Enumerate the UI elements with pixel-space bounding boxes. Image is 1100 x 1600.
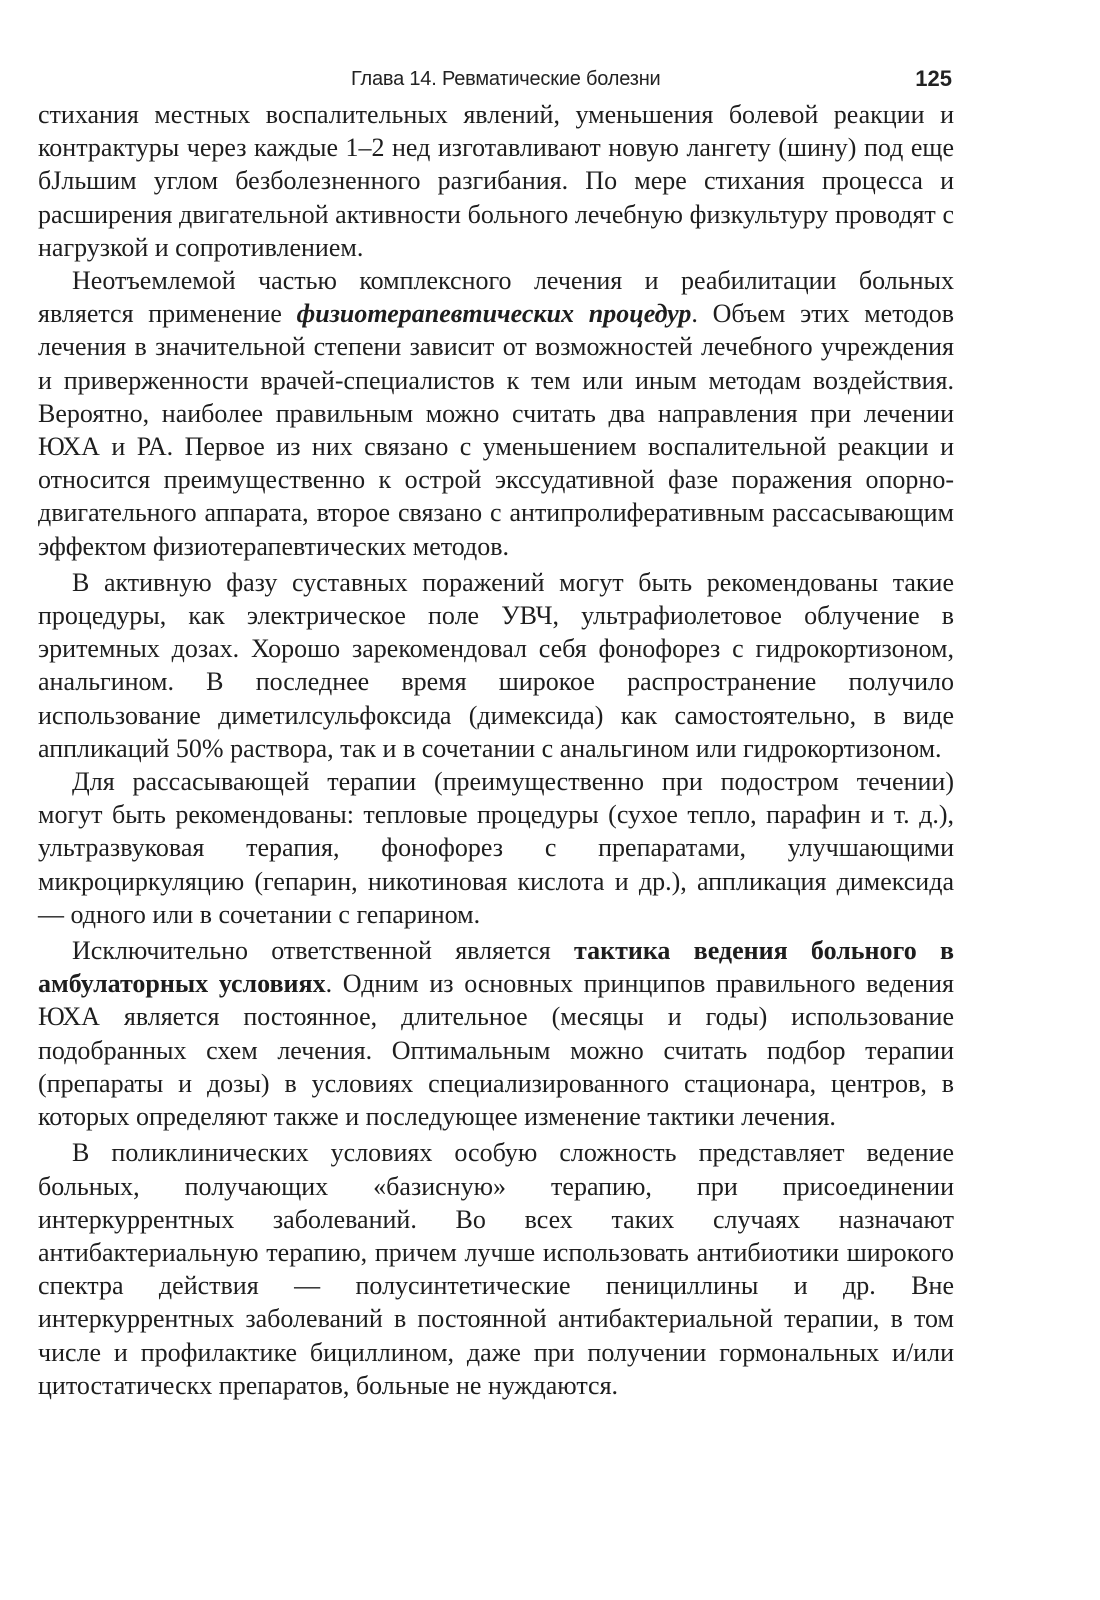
physiotherapy-procedures-emphasis: физиотерапевтических процедур	[296, 299, 692, 329]
body-text	[38, 98, 954, 1402]
paragraph-2-text-start: Неотъемлемой частью комплексного лечения и реабилитации больных является применение	[38, 266, 954, 329]
chapter-running-title: Глава 14. Ревматические болезни	[351, 68, 661, 90]
paragraph-4: Для рассасывающей терапии (преимущественно при подостром течении) могут быть рекомендованы: тепловые процедуры (сухое тепло, парафин и т. д.), ультразвуковая терапия, фонофорез с препаратами, улучшающими микроциркуляцию (гепарин, никотиновая кислота и др.), аппликация димексида — одного или в сочетании с гепарином.	[38, 767, 954, 929]
paragraph-2-text-end: . Объем этих методов лечения в значительной степени зависит от возможностей лечебного учреждения и приверженности врачей-специалистов к тем или иным методам воздействия. Вероятно, наиболее правильным можно считать два направления при лечении ЮХА и РА. Первое из них связано с уменьшением воспалительной реакции и относится преимущественно к острой экссудативной фазе поражения опорно-двигательного аппарата, второе связано с антипролиферативным рассасывающим эффектом физиотерапевтических методов.	[38, 299, 954, 561]
paragraph-1: стихания местных воспалительных явлений, уменьшения болевой реакции и контрактуры через каждые 1–2 нед изготавливают новую лангету (шину) под еще бJльшим углом безболезненного разгибания. По мере стихания процесса и расширения двигательной активности больного лечебную физкультуру проводят с нагрузкой и сопротивлением.	[38, 100, 954, 262]
paragraph-5-text-end: . Одним из основных принципов правильного ведения ЮХА является постоянное, длительное (месяцы и годы) использование подобранных схем лечения. Оптимальным можно считать подбор терапии (препараты и дозы) в условиях специализированного стационара, центров, в которых определяют также и последующее изменение тактики лечения.	[38, 969, 954, 1132]
paragraph-6: В поликлинических условиях особую сложность представляет ведение больных, получающих «базисную» терапию, при присоединении интеркуррентных заболеваний. Во всех таких случаях назначают антибактериальную терапию, причем лучше использовать антибиотики широкого спектра действия — полусинтетические пенициллины и др. Вне интеркуррентных заболеваний в постоянной антибактериальной терапии, в том числе и профилактике бициллином, даже при получении гормональных и/или цитостатическх препаратов, больные не нуждаются.	[38, 1138, 954, 1400]
paragraph-5	[38, 934, 954, 1133]
paragraph-2	[38, 264, 954, 563]
book-page	[38, 62, 954, 1402]
running-header	[38, 62, 954, 98]
paragraph-5-text-start: Исключительно ответственной является	[72, 936, 575, 966]
outpatient-tactics-bold: тактика ведения больного в амбулаторных условиях	[38, 936, 955, 999]
page-number: 125	[915, 66, 952, 91]
paragraph-3: В активную фазу суставных поражений могут быть рекомендованы такие процедуры, как электрическое поле УВЧ, ультрафиолетовое облучение в эритемных дозах. Хорошо зарекомендовал себя фонофорез с гидрокортизоном, анальгином. В последнее время широкое распространение получило использование диметилсульфоксида (димексида) как самостоятельно, в виде аппликаций 50% раствора, так и в сочетании с анальгином или гидрокортизоном.	[38, 567, 954, 763]
